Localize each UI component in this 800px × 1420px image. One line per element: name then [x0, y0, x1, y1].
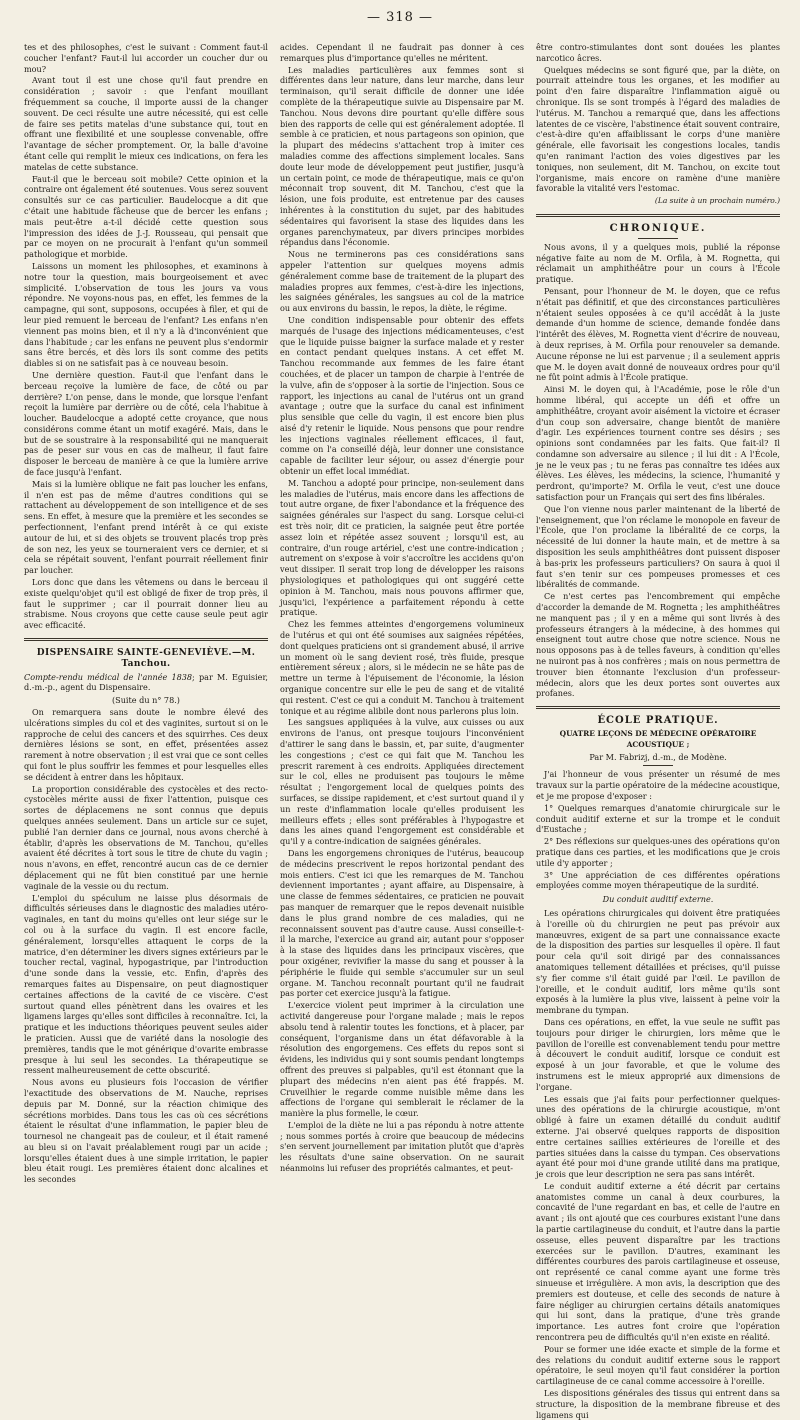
- section-divider: [536, 706, 780, 709]
- paragraph: Une condition indispensable pour obtenir des effets marqués de l'usage des injections médicamenteuses, c'est que le liquide puisse baigner la surface malade et y rester en contact pendant quelques instans. A cet effet M. Tanchou recommande aux femmes de les faire étant couchées, et de placer un tampon de charpie à l'entrée de la vulve, afin de s'opposer à la sortie de l'injection. Sous ce rapport, les injections au canal de l'utérus ont un grand avantage ; outre que la surface du canal est infiniment plus sensible que celle du vagin, il est encore bien plus aisé d'y retenir le liquide. Nous pensons que pour rendre les injections vaginales réellement efficaces, il faut, comme on l'a conseillé déjà, leur donner une consistance capable de faciliter leur séjour, ou assez d'énergie pour obtenir un effet local immédiat.: [280, 314, 524, 477]
- short-rule: [638, 238, 678, 239]
- paragraph: Les opérations chirurgicales qui doivent être pratiquées à l'oreille où du chirurgien ne peut pas prévoir aux manœuvres, exigent de sa part une connaissance exacte de la disposition des parties sur lesquelles il opère. Il faut pour cela qu'il soit dirigé par des connaissances anatomiques tellement détaillées et précises, qu'il puisse s'y fier comme s'il était guidé par l'œil. Le pavillon de l'oreille, et le conduit auditif, lors même qu'ils sont exposés à la lumière la plus vive, laissent à peine voir la membrane du tympan.: [536, 907, 780, 1016]
- paragraph: Le conduit auditif externe a été décrit par certains anatomistes comme un canal à deux courbures, la concavité de l'une regardant en bas, et celle de l'autre en avant ; ils ont ajouté que ces courbures existant l'une dans la partie cartilagineuse du conduit, et l'autre dans la partie osseuse, elles peuvent disparaître par les tractions exercées sur le pavillon. D'autres, examinant les différentes courbures des parois cartilagineuse et osseuse, ont représenté ce canal comme ayant une forme très sinueuse et irrégulière. A mon avis, la description que des premiers est douteuse, et celle des seconds de nature à faire négliger au chirurgien certains détails anatomiques qui lui sont, dans la pratique, d'une très grande importance. Les autres font croire que l'opération rencontrera peu de difficultés qu'il n'en existe en réalité.: [536, 1180, 780, 1343]
- paragraph: être contro-stimulantes dont sont douées les plantes narcotico âcres.: [536, 42, 780, 63]
- paragraph: Les sangsues appliquées à la vulve, aux cuisses ou aux environs de l'anus, ont presque toujours l'inconvénient d'attirer le sang dans le bassin, et, par suite, d'augmenter les congestions ; c'est ce qui fait que M. Tanchou les prescrit rarement à ces endroits. Appliquées directement sur le col, elles ne produisent pas toujours le même résultat ; l'engorgement local de quelques points des surfaces, se dissipe rapidement, et c'est surtout quand il y un reste d'inflammation locale qu'elles produisent les meilleurs effets ; elles sont préférables à l'hypogastre et dans les aines quand l'engorgement est considérable et qu'il y a contre-indication de saignées générales.: [280, 717, 524, 847]
- paragraph: acides. Cependant il ne faudrait pas donner à ces remarques plus d'importance qu'elles ne méritent.: [280, 42, 524, 63]
- section-heading-chronique: CHRONIQUE.: [609, 222, 707, 234]
- section-heading-dispensaire: DISPENSAIRE SAINTE-GENEVIÈVE.—M. Tanchou.: [36, 648, 256, 669]
- section-divider: [536, 214, 780, 217]
- column-middle: [280, 42, 524, 1174]
- paragraph: Avant tout il est une chose qu'il faut prendre en considération ; savoir : que l'enfant mouillant fréquemment sa couche, il importe aussi de la changer souvent. De ceci résulte une autre nécessité, qui est celle de faire ses petits matelas d'une substance qui, tout en offrant une flexibilité et une souplesse convenable, offre l'avantage de sécher promptement. Or, la balle d'avoine étant celle qui remplit le mieux ces indications, on fera les matelas de cette substance.: [24, 75, 268, 172]
- section-divider: [24, 638, 268, 641]
- paragraph: Pensant, pour l'honneur de M. le doyen, que ce refus n'était pas définitif, et que des circonstances particulières n'étaient seules opposées à ce qu'il accédât à la juste demande d'un homme de science, demande fondée dans l'intérêt des élèves, M. Rognetta vient d'écrire de nouveau, à deux reprises, à M. Orfila pour renouveler sa demande. Aucune réponse ne lui est parvenue ; il a seulement appris que M. le doyen avait donné de nouveaux ordres pour qu'il ne fût point admis à l'École pratique.: [536, 285, 780, 383]
- paragraph: Nous avons, il y a quelques mois, publié la réponse négative faite au nom de M. Orfila, à M. Rognetta, qui réclamait un amphithéâtre pour un cours à l'École pratique.: [536, 241, 780, 285]
- paragraph: Les dispositions générales des tissus qui entrent dans sa structure, la disposition de la membrane fibreuse et des ligamens qui: [536, 1388, 780, 1420]
- paragraph: L'exercice violent peut imprimer à la circulation une activité dangereuse pour l'organe malade ; mais le repos absolu tend à ralentir toutes les fonctions, et à placer, par conséquent, l'organisme dans un état défavorable à la résolution des engorgemens. Ces effets du repos sont si évidens, les individus qui y sont soumis pendant longtemps offrent des preuves si palpables, qu'il est étonnant que la plupart des médecins n'en aient pas été frappés. M. Cruveilhier le regarde comme nuisible même dans les affections de l'organe qui semblerait le réclamer de la manière la plus formelle, le cœur.: [280, 1000, 524, 1119]
- paragraph: 1° Quelques remarques d'anatomie chirurgicale sur le conduit auditif externe et sur la trompe et le conduit d'Eustache ;: [536, 802, 780, 835]
- paragraph: 2° Des réflexions sur quelques-unes des opérations qu'on pratique dans ces parties, et les modifications que je crois utile d'y apporter ;: [536, 836, 780, 868]
- page-number: — 318 —: [366, 10, 434, 25]
- lecture-byline: Par M. Fabrizj, d.-m., de Modène.: [589, 751, 727, 762]
- byline-author: ; par M. Eguisier, d.-m.-p., agent du Dispensaire.: [24, 671, 268, 693]
- paragraph: L'emploi du spéculum ne laisse plus désormais de difficultés sérieuses dans le diagnostic des maladies utéro-vaginales, en tant du moins qu'elles ont leur siége sur le col ou à la surface du vagin. Il est encore facile, généralement, lorsqu'elles attaquent le corps de la matrice, d'en déterminer les divers signes extérieurs par le toucher rectal, vaginal, hypogastrique, par l'introduction d'une sonde dans la vessie, etc. Enfin, d'après des remarques faites au Dispensaire, on peut diagnostiquer certaines affections de la cavité de ce viscère. C'est surtout quand elles pénètrent dans les ovaires et les ligamens larges qu'elles sont difficiles à reconnaître. Ici, la pratique et les inductions théoriques peuvent seules aider le praticien. Aussi que de variété dans la nosologie des premières, tandis que le mot générique d'ovarite embrasse presque à lui seul les secondes. La thérapeutique se ressent malheureusement de cette obscurité.: [24, 892, 269, 1076]
- paragraph: Faut-il que le berceau soit mobile? Cette opinion et la contraire ont également été soutenues. Vous serez souvent consultés sur ce cas particulier. Baudelocque a dit que c'était une habitude fâcheuse que de bercer les enfans ; mais peut-être a-t-il décidé cette question sous l'impression des idées de J.-J. Rousseau, qui pensait que par ce moyen on ne procurait à l'enfant qu'un sommeil pathologique et morbide.: [24, 173, 268, 260]
- paragraph: Chez les femmes atteintes d'engorgemens volumineux de l'utérus et qui ont été soumises aux saignées répétées, dont quelques praticiens ont si grandement abusé, il arrive un moment où le sang devient rosé, très fluide, presque entièrement séreux ; alors, si le médecin ne se hâte pas de mettre un terme à l'épuisement de l'économie, la lésion organique concentre sur elle le peu de sang et de vitalité qui restent. C'est ce qui a conduit M. Tanchou à traitement tonique et au régime alibile dont nous parlerons plus loin.: [280, 619, 524, 716]
- paragraph: Mais si la lumière oblique ne fait pas loucher les enfans, il n'en est pas de même d'autres conditions qui se rattachent au développement de son intelligence et de ses sens. En effet, à mesure que la première et les secondes se perfectionnent, l'enfant prend intérêt à ce qui existe autour de lui, et si des objets se trouvent placés trop près de son nez, les yeux se tourneraient vers ce dernier, et si cela se répétait souvent, l'enfant pourrait réellement finir par loucher.: [24, 478, 268, 576]
- paragraph: La proportion considérable des cystocèles et des recto-cystocèles mérite aussi de fixer l'attention, puisque ces sortes de déplacemens ne sont connus que depuis quelques années seulement. Dans un article sur ce sujet, publié l'an dernier dans ce journal, nous avons cherché à établir, d'après les observations de M. Tanchou, qu'elles avaient été décrites à tort sous le titre de chute du vagin ; nous n'avons, en effet, rencontré aucun cas de ce dernier déplacement qui ne fût bien constitué par une hernie vaginale de la vessie ou du rectum.: [24, 783, 268, 891]
- continuation-note: (Suite du n° 78.): [112, 695, 180, 706]
- paragraph: Ainsi M. le doyen qui, à l'Académie, pose le rôle d'un homme libéral, qui accepte un défi et offre un amphithéâtre, croyant avoir aisément la victoire et écraser d'un coup son adversaire, change bientôt de manière d'agir. Les expériences tournent contre ses désirs ; ses opinions sont condamnées par les faits. Que fait-il? Il condamne son adversaire au silence ; il lui dit : A l'École, je ne le veux pas ; tu ne feras pas connaître tes idées aux élèves. Les élèves, les médecins, la science, l'humanité y perdront, qu'importe? M. Orfila le veut, c'est une douce satisfaction pour un Français qui sert des fins libérales.: [536, 384, 780, 503]
- paragraph: Quelques médecins se sont figuré que, par la diète, on pourrait atteindre tous les organes, et les modifier au point d'en faire disparaître l'inflammation aiguë ou chronique. Ils se sont trompés à l'égard des maladies de l'utérus. M. Tanchou a remarqué que, dans les affections latentes de ce viscère, l'abstinence était souvent contraire, c'est-à-dire qu'en affaiblissant le corps d'une manière générale, elle favorisait les congestions locales, tandis qu'en ranimant l'action des voies digestives par les toniques, non seulement, dit M. Tanchou, on excite tout l'organisme, mais encore on ramène d'une manière favorable la vitalité vers l'estomac.: [536, 64, 780, 194]
- paragraph: Lors donc que dans les vêtemens ou dans le berceau il existe quelqu'objet qu'il est obligé de fixer de trop près, il faut le supprimer ; car il pourrait donner lieu au strabisme. Nous croyons que cette cause seule peut agir avec efficacité.: [24, 577, 268, 631]
- paragraph: Les maladies particulières aux femmes sont si différentes dans leur nature, dans leur marche, dans leur terminaison, qu'il serait difficile de donner une idée complète de la thérapeutique suivie au Dispensaire par M. Tanchou. Nous devons dire pourtant qu'elle diffère sous bien des rapports de celle qui est généralement adoptée. Il semble à ce praticien, et nous partageons son opinion, que la plupart des médecins s'attachent trop à imiter ces maladies comme des affections simplement locales. Sans doute leur mode de développement peut justifier, jusqu'à un certain point, ce mode de thérapeutique, mais ce qu'on méconnait trop souvent, dit M. Tanchou, c'est que la lésion, une fois produite, est entretenue par des causes inhérentes à la constitution du sujet, par des habitudes sédentaires qui favorisent la stase des liquides dans les organes parenchymateux, par divers principes morbides répandus dans l'économie.: [280, 64, 524, 248]
- paragraph: Dans ces opérations, en effet, la vue seule ne suffit pas toujours pour diriger le chirurgien, lors même que le pavillon de l'oreille est convenablement tendu pour mettre à découvert le conduit auditif, lorsque ce conduit est exposé à un jour favorable, et que le volume des instrumens est le mieux approprié aux dimensions de l'organe.: [536, 1016, 780, 1092]
- paragraph: M. Tanchou a adopté pour principe, non-seulement dans les maladies de l'utérus, mais encore dans les affections de tout autre organe, de fixer l'abondance et la fréquence des saignées générales sur l'aspect du sang. Lorsque celui-ci est très noir, dit ce praticien, la saignée peut être portée assez loin et répétée assez souvent ; lorsqu'il est, au contraire, d'un rouge artériel, c'est une contre-indication ; autrement on s'expose à voir s'accroître les accidens qu'on veut dissiper. Il serait trop long de développer les raisons physiologiques et pathologiques qui ont suggéré cette opinion à M. Tanchou, mais nous pouvons affirmer que, jusqu'ici, l'expérience a parfaitement répondu à cette pratique.: [280, 477, 524, 618]
- paragraph: Les essais que j'ai faits pour perfectionner quelques-unes des opérations de la chirurgie acoustique, m'ont obligé à faire un examen détaillé du conduit auditif externe. J'ai observé quelques rapports de disposition entre certaines saillies extérieures de l'oreille et des parties situées dans la caisse du tympan. Ces observations ayant été pour moi d'une grande utilité dans ma pratique, je crois que leur description ne sera pas sans intérêt.: [536, 1093, 780, 1180]
- column-left: [24, 42, 269, 1185]
- paragraph: Pour se former une idée exacte et simple de la forme et des relations du conduit auditif externe sous le rapport opératoire, le seul moyen qu'il faut considérer la portion cartilagineuse de ce canal comme accessoire à l'oreille.: [536, 1343, 780, 1387]
- paragraph: Dans les engorgemens chroniques de l'utérus, beaucoup de médecins prescrivent le repos horizontal pendant des mois entiers. C'est ici que les remarques de M. Tanchou deviennent importantes ; ayant affaire, au Dispensaire, à une classe de femmes sédentaires, ce praticien ne pouvait pas manquer de remarquer que le repos devenait nuisible dans le plus grand nombre de ces maladies, qui ne reconnaissent souvent pas d'autre cause. Aussi conseille-t-il la marche, l'exercice au grand air, autant pour s'opposer à la stase des liquides dans les principaux viscères, que pour oxigéner, revivifier la masse du sang et pousser à la périphérie le fluide qui semble s'accumuler sur un seul organe. M. Tanchou reconnaît pourtant qu'il ne faudrait pas porter cet exercice jusqu'à la fatigue.: [280, 847, 524, 999]
- paragraph: Que l'on vienne nous parler maintenant de la liberté de l'enseignement, que l'on réclame le monopole en faveur de l'École, que l'on proclame la libéralité de ce corps, la nécessité de lui donner la haute main, et de mettre à sa disposition les seuls amphithéâtres dont puissent disposer à bas-prix les professeurs particuliers? On saura à quoi il faut s'en tenir sur ces pompeuses promesses et ces libéralités de commande.: [536, 503, 780, 590]
- paragraph: Nous avons eu plusieurs fois l'occasion de vérifier l'exactitude des observations de M. Nauche, reprises depuis par M. Donné, sur la réaction chimique des sécrétions morbides. Dans tous les cas où ces sécrétions étaient le résultat d'une inflammation, le papier bleu de tournesol ne changeait pas de couleur, et il était ramené au bleu si on l'avait préalablement rougi par un acide ; lorsqu'elles étaient dues à une simple irritation, le papier bleu était rougi. Les premières étaient donc alcalines et les secondes: [24, 1077, 268, 1185]
- section-heading-ecole-pratique: ÉCOLE PRATIQUE.: [597, 715, 719, 727]
- article-byline: [24, 672, 268, 694]
- byline-title: Compte-rendu médical de l'année 1838: [24, 671, 193, 682]
- section-subtitle: Du conduit auditif externe.: [602, 894, 714, 905]
- paragraph: On remarquera sans doute le nombre élevé des ulcérations simples du col et des vaginites, surtout si on le rapproche de celui des cancers et des squirrhes. Ces deux dernières lésions se sont, en effet, présentées assez rarement à notre observation ; il est vrai que ce sont celles qui font le plus souffrir les femmes et pour lesquelles elles se décident à entrer dans les hôpitaux.: [24, 707, 268, 782]
- lecture-subheading: QUATRE LEÇONS DE MÉDECINE OPÉRATOIRE ACOUSTIQUE ;: [559, 729, 757, 749]
- paragraph: Une dernière question. Faut-il que l'enfant dans le berceau reçoive la lumière de face, de côté ou par derrière? L'on pense, dans le monde, que lorsque l'enfant reçoit la lumière par derrière ou de côté, cela l'habitue à loucher. Baudelocque a adopté cette croyance, que nous considérons comme étant un motif exagéré. Mais, dans le but de se soustraire à la responsabilité qui ne manquerait pas de peser sur vous en cas de malheur, il faut faire disposer le berceau de manière à ce que la lumière arrive de face jusqu'à l'enfant.: [24, 369, 268, 478]
- short-rule: [643, 765, 673, 766]
- paragraph: Laissons un moment les philosophes, et examinons à notre tour la question, mais bourgeoisement et avec simplicité. L'observation de tous les jours va vous répondre. Ne voyons-nous pas, en effet, les femmes de la campagne, qui sont, supposons, occupées à filer, et qui de leur pied remuent le berceau de l'enfant? Les enfans n'en viennent pas moins bien, et il n'y a là d'inconvénient que dans l'habitude ; car les enfans ne peuvent plus s'endormir sans être bercés, et dès lors ils sont comme des petits diables si on ne satisfait pas à ce nouveau besoin.: [24, 260, 268, 369]
- column-right: [536, 42, 780, 1420]
- paragraph: L'emploi de la diète ne lui a pas répondu à notre attente ; nous sommes portés à croire que beaucoup de médecins s'en servent journellement par imitation plutôt que d'après les résultats d'une saine observation. On ne saurait néanmoins lui refuser des propriétés calmantes, et peut-: [280, 1119, 524, 1174]
- to-be-continued-note: (La suite à un prochain numéro.): [654, 196, 780, 206]
- paragraph: Ce n'est certes pas l'encombrement qui empêche d'accorder la demande de M. Rognetta ; les amphithéâtres ne manquent pas ; il y en a même qui sont livrés à des professeurs étrangers à la médecine, à des hommes qui enseignent tout autre chose que notre science. Nous ne nous opposons pas à de telles faveurs, à condition qu'elles ne nuiront pas à nos confrères ; mais on nous permettra de trouver bien étonnante l'exclusion d'un professeur-médecin, alors que les deux portes sont ouvertes aux profanes.: [536, 591, 780, 699]
- paragraph: Nous ne terminerons pas ces considérations sans appeler l'attention sur quelques moyens admis généralement comme base de traitement de la plupart des maladies propres aux femmes, c'est-à-dire les injections, les saignées générales, les sangsues au col de la matrice ou aux environs du bassin, le repos, la diète, le régime.: [280, 249, 524, 314]
- paragraph: 3° Une appréciation de ces différentes opérations employées comme moyen thérapeutique de la surdité.: [536, 869, 780, 891]
- paragraph: J'ai l'honneur de vous présenter un résumé de mes travaux sur la partie opératoire de la médecine acoustique, et je me propose d'exposer :: [536, 769, 780, 801]
- paragraph: tes et des philosophes, c'est le suivant : Comment faut-il coucher l'enfant? Faut-il lui accorder un coucher dur ou mou?: [24, 42, 268, 74]
